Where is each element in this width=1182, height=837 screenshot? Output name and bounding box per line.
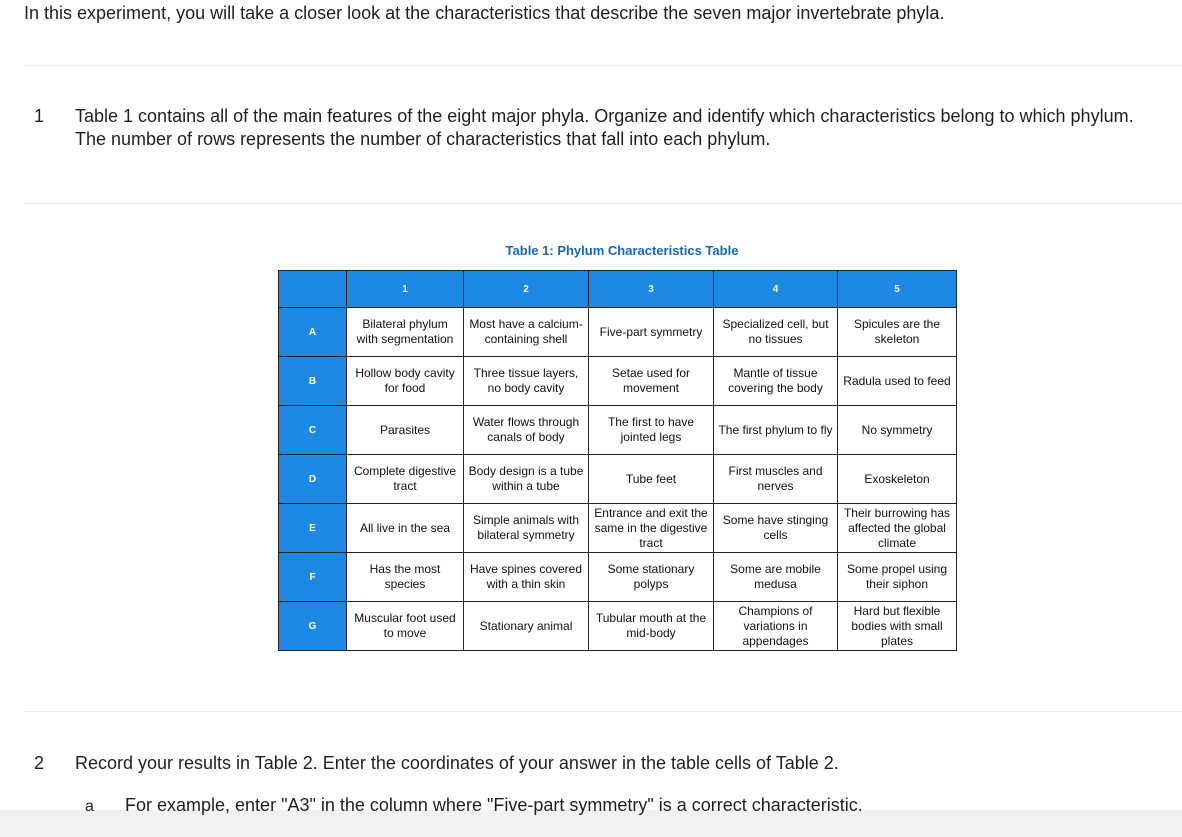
table-cell: Mantle of tissue covering the body <box>714 357 838 406</box>
row-label: B <box>279 357 347 406</box>
table-cell: Hard but flexible bodies with small plates <box>838 602 957 651</box>
table-cell: Champions of variations in appendages <box>714 602 838 651</box>
row-label: D <box>279 455 347 504</box>
table-cell: Have spines covered with a thin skin <box>464 553 589 602</box>
table-cell: Some propel using their siphon <box>838 553 957 602</box>
table-cell: First muscles and nerves <box>714 455 838 504</box>
question-1-number: 1 <box>34 106 45 126</box>
column-header: 3 <box>589 271 714 308</box>
table-cell: Five-part symmetry <box>589 308 714 357</box>
divider <box>24 203 1182 204</box>
table-title: Table 1: Phylum Characteristics Table <box>505 243 739 258</box>
question-1-text: Table 1 contains all of the main features of the eight major phyla. Organize and identify which characteristics belong to which phylum. The number of rows represents the number of characteristics that fall into each phylum. <box>75 106 1134 149</box>
table-cell: Exoskeleton <box>838 455 957 504</box>
table-cell: Their burrowing has affected the global climate <box>838 504 957 553</box>
table-cell: Specialized cell, but no tissues <box>714 308 838 357</box>
divider <box>24 65 1182 66</box>
question-2-text: Record your results in Table 2. Enter the coordinates of your answer in the table cells of Table 2. <box>75 753 839 773</box>
table-cell: Some are mobile medusa <box>714 553 838 602</box>
table-cell: Simple animals with bilateral symmetry <box>464 504 589 553</box>
table-cell: Hollow body cavity for food <box>347 357 464 406</box>
corner-cell <box>279 271 347 308</box>
question-2a-label: a <box>85 798 94 815</box>
table-cell: Has the most species <box>347 553 464 602</box>
table-cell: All live in the sea <box>347 504 464 553</box>
table-cell: Complete digestive tract <box>347 455 464 504</box>
row-label: C <box>279 406 347 455</box>
column-header: 2 <box>464 271 589 308</box>
table-cell: Setae used for movement <box>589 357 714 406</box>
table-row <box>279 504 957 553</box>
table-row <box>279 308 957 357</box>
table-cell: Entrance and exit the same in the digestive tract <box>589 504 714 553</box>
row-label: A <box>279 308 347 357</box>
table-cell: Radula used to feed <box>838 357 957 406</box>
table-cell: Three tissue layers, no body cavity <box>464 357 589 406</box>
table-cell: Body design is a tube within a tube <box>464 455 589 504</box>
table-cell: The first phylum to fly <box>714 406 838 455</box>
table-row <box>279 602 957 651</box>
question-2-number: 2 <box>34 753 45 773</box>
table-row <box>279 406 957 455</box>
table-cell: Some have stinging cells <box>714 504 838 553</box>
table-cell: Parasites <box>347 406 464 455</box>
table-cell: Stationary animal <box>464 602 589 651</box>
table-row <box>279 455 957 504</box>
row-label: G <box>279 602 347 651</box>
table-row <box>279 357 957 406</box>
table-cell: Tube feet <box>589 455 714 504</box>
table-cell: The first to have jointed legs <box>589 406 714 455</box>
table-cell: Most have a calcium-containing shell <box>464 308 589 357</box>
table-header-row <box>279 271 957 308</box>
question-2a-text: For example, enter "A3" in the column where "Five-part symmetry" is a correct characteristic. <box>125 795 863 815</box>
intro-text: In this experiment, you will take a closer look at the characteristics that describe the seven major invertebrate phyla. <box>24 3 945 23</box>
table-cell: Tubular mouth at the mid-body <box>589 602 714 651</box>
table-row <box>279 553 957 602</box>
table-cell: Water flows through canals of body <box>464 406 589 455</box>
table-cell: No symmetry <box>838 406 957 455</box>
row-label: F <box>279 553 347 602</box>
table-cell: Some stationary polyps <box>589 553 714 602</box>
column-header: 5 <box>838 271 957 308</box>
table-cell: Bilateral phylum with segmentation <box>347 308 464 357</box>
divider <box>24 711 1182 712</box>
column-header: 4 <box>714 271 838 308</box>
table-cell: Muscular foot used to move <box>347 602 464 651</box>
row-label: E <box>279 504 347 553</box>
phylum-characteristics-table <box>278 270 957 651</box>
column-header: 1 <box>347 271 464 308</box>
table-cell: Spicules are the skeleton <box>838 308 957 357</box>
